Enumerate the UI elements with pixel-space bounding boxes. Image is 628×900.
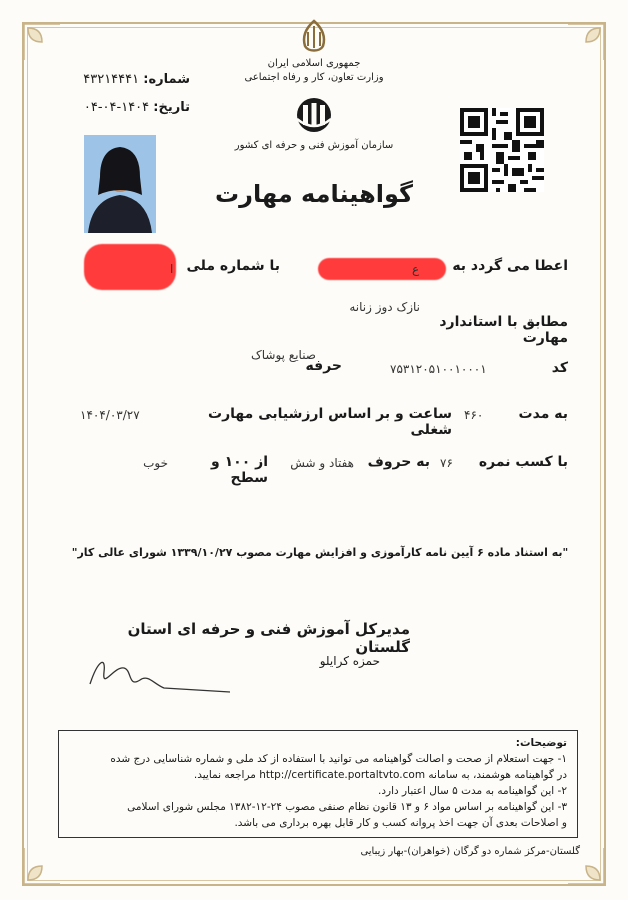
national-emblem-icon (296, 18, 332, 56)
signatory-title: مدیرکل آموزش فنی و حرفه ای استان گلستان (127, 620, 410, 656)
certificate-portal-link[interactable]: http://certificate.portaltvto.com (259, 769, 426, 781)
hours-evaluation-text: ساعت و بر اساس ارزشیابی مهارت شغلی (208, 406, 452, 438)
notes-line-4: ۳- این گواهینامه بر اساس مواد ۶ و ۱۳ قانون نظام صنفی مصوب ۲۴-۱۲-۱۳۸۲ مجلس شورای اسلامی (127, 801, 567, 813)
national-id-label: با شماره ملی (186, 258, 280, 274)
standard-value: نازک دوز زنانه (349, 300, 420, 314)
score-value: ۷۶ (440, 456, 453, 470)
level-value: خوب (143, 456, 168, 470)
country-name: جمهوری اسلامی ایران (267, 58, 361, 69)
organization-name: سازمان آموزش فنی و حرفه ای کشور (234, 140, 394, 151)
legal-citation: "به استناد ماده ۶ آیین نامه کارآموزی و افزایش مهارت مصوب ۱۳۳۹/۱۰/۲۷ شورای عالی کار" (71, 546, 569, 559)
notes-line-2a: در گواهینامه هوشمند، به سامانه (428, 769, 567, 781)
ministry-name: وزارت تعاون، کار و رفاه اجتماعی (244, 72, 384, 83)
signatory-name: حمزه کرایلو (319, 654, 380, 668)
certificate-number-row (70, 72, 190, 87)
profession-label: حرفه (305, 358, 342, 374)
duration-label: به مدت (518, 406, 568, 422)
holder-photo (84, 135, 156, 233)
national-id-value: ا (170, 262, 174, 276)
notes-line-2 (69, 767, 567, 783)
signature-icon (84, 650, 234, 700)
standard-label: مطابق با استاندارد مهارت (439, 314, 568, 346)
notes-line-3: ۲- این گواهینامه به مدت ۵ سال اعتبار دارد. (378, 785, 567, 797)
redacted-name (318, 258, 446, 280)
code-value: ۷۵۳۱۲۰۵۱۰۰۱۰۰۰۱ (390, 362, 487, 376)
notes-box (58, 730, 578, 838)
organization-logo-icon (288, 95, 340, 135)
qr-code (460, 108, 544, 192)
redacted-national-id (84, 244, 176, 290)
in-letters-label: به حروف (367, 454, 430, 470)
code-label: کد (551, 360, 568, 376)
duration-value: ۴۶۰ (464, 408, 484, 422)
notes-line-2b: مراجعه نمایید. (193, 769, 256, 781)
out-of-text: از ۱۰۰ و سطح (211, 454, 268, 486)
number-label: شماره: (143, 72, 190, 87)
profession-value: صنایع پوشاک (251, 348, 316, 362)
corner-ornament-icon (22, 846, 62, 886)
notes-line-5: و اصلاحات بعدی آن جهت اخذ پروانه کسب و کار قابل بهره برداری می باشد. (234, 817, 567, 829)
date-value: ۱۴۰۴-۰۴-۰۴ (83, 100, 150, 115)
certificate-date-row (62, 100, 190, 115)
granted-to-value: ع (412, 262, 420, 276)
granted-to-label: اعطا می گردد به (452, 258, 568, 274)
evaluation-date-value: ۱۴۰۴/۰۳/۲۷ (80, 408, 140, 422)
date-label: تاریخ: (153, 100, 190, 115)
score-label: با کسب نمره (478, 454, 568, 470)
certificate-title: گواهینامه مهارت (215, 180, 413, 208)
number-value: ۴۳۲۱۴۴۴۱ (83, 72, 140, 87)
notes-heading: توضیحات: (515, 737, 567, 749)
notes-line-1: ۱- جهت استعلام از صحت و اصالت گواهینامه می توانید با استفاده از کد ملی و شماره شناسایی درج شده (110, 753, 567, 765)
in-letters-value: هفتاد و شش (290, 456, 354, 470)
issuing-center: گلستان-مرکز شماره دو گرگان (خواهران)-بهار زیبایی (360, 846, 580, 857)
corner-ornament-icon (22, 22, 62, 62)
corner-ornament-icon (566, 22, 606, 62)
